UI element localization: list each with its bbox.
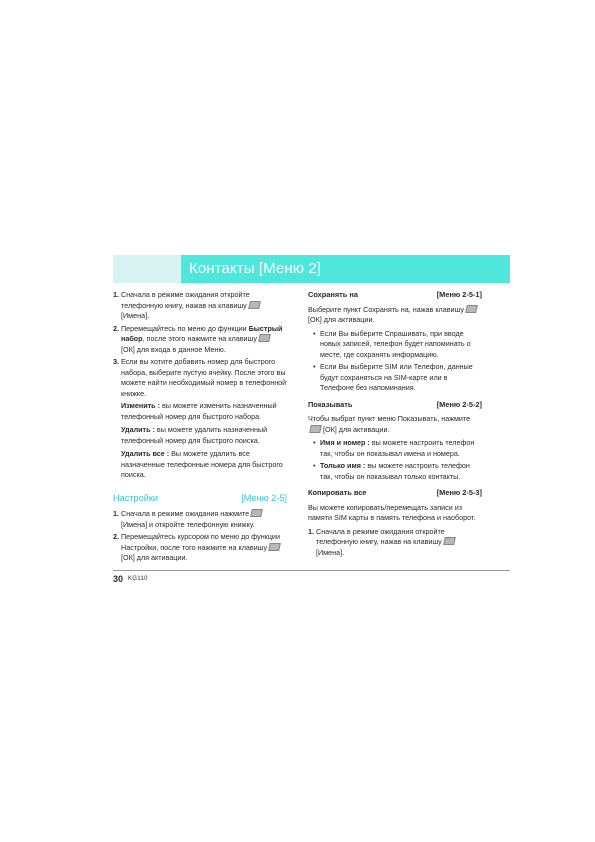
ok-key-icon (258, 334, 271, 342)
step-text: Перемещайтесь курсором по меню до функции Настройки, после того нажмите на клавишу [ОК] для активации. (121, 532, 280, 562)
page-number: 30 (113, 574, 124, 584)
step-number: 2. (113, 532, 119, 541)
footer-divider (113, 570, 510, 571)
section-menu-code: [Меню 2-5] (241, 492, 287, 503)
step-number: 1. (113, 290, 119, 299)
header-banner-light-overlay (113, 255, 181, 283)
ok-key-icon (465, 305, 478, 313)
softkey-icon (250, 509, 263, 517)
copy-all-intro: Вы можете копировать/перемещать записи из памяти SIM карты в память телефона и наоборот. (308, 502, 476, 522)
show-heading (308, 400, 482, 411)
step-text: Сначала в режиме ожидания нажмите [Имена] и откройте телефонную книжку. (121, 509, 287, 530)
step-text: Перемещайтесь по меню до функции Быстрый набор, после этого нажмите на клавишу [ОК] для входа в данное Меню. (121, 323, 283, 354)
step-text: Сначала в режиме ожидания откройте телефонную книгу, нажав на клавишу[Имена]. (316, 527, 482, 559)
section-title: Настройки (113, 492, 159, 503)
page-title: Контакты [Меню 2] (189, 260, 322, 277)
settings-step-2 (113, 532, 287, 564)
step-number: 1. (308, 526, 314, 536)
step-text: Сначала в режиме ожидания откройте телефонную книгу, нажав на клавишу[Имена]. (121, 290, 287, 322)
step-2 (113, 324, 287, 356)
bullet-item: • Имя и номер : вы можете настроить телефон так, чтобы он показывал имена и номера. (313, 438, 475, 458)
section-menu-code: [Меню 2-5-1] (436, 290, 482, 299)
left-column (113, 290, 287, 566)
section-title: Сохранять на (308, 290, 358, 299)
model-name: KG110 (128, 576, 148, 582)
bullet-item: • Только имя : вы можете настроить телефон так, чтобы он показывал только контакты. (313, 461, 470, 481)
step-3 (113, 357, 287, 399)
note-edit: Изменить : вы можете изменить назначенный телефонный номер для быстрого набора. (121, 401, 277, 421)
step-number: 1. (113, 509, 119, 518)
section-title: Показывать (308, 399, 353, 409)
right-column (308, 290, 482, 560)
ok-key-icon (268, 543, 281, 551)
save-to-intro: Выберите пункт Сохранять на, нажав клавишу [ОК] для активации. (308, 305, 482, 326)
copy-all-heading (308, 488, 482, 499)
step-text: Если вы хотите добавить номер для быстрого набора, выберите пустую ячейку. После этого вы можете найти необходимый номер в телефонной книжке. (121, 357, 287, 398)
bullet-item: • Если Вы выберите Спрашивать, при вводе новых записей, телефон будет напоминать о месте, где сохранять информацию. (313, 328, 471, 359)
softkey-icon (248, 301, 261, 309)
softkey-icon (443, 537, 456, 545)
ok-key-icon (309, 425, 322, 433)
section-title: Копировать все (308, 488, 367, 497)
step-number: 2. (113, 323, 119, 333)
section-menu-code: [Меню 2-5-2] (436, 399, 482, 409)
settings-heading (113, 493, 287, 504)
copy-all-step-1 (308, 527, 482, 559)
settings-step-1 (113, 509, 287, 530)
step-1 (113, 290, 287, 322)
bullet-item: • Если Вы выберите SIM или Телефон, данные будут сохраняться на SIM-карте или в Телефоне без напоминания. (313, 362, 473, 392)
note-delete: Удалить : вы можете удалить назначенный телефонный номер для быстрого поиска. (121, 425, 268, 445)
step-number: 3. (113, 357, 119, 366)
note-delete-all: Удалить все : Вы можете удалить все назначенные телефонные номера для быстрого поиска. (121, 449, 283, 479)
section-menu-code: [Меню 2-5-3] (436, 488, 482, 497)
save-to-heading (308, 290, 482, 301)
show-intro: Чтобы выбрат пункт меню Показывать, нажмите [ОК] для активации. (308, 414, 471, 434)
